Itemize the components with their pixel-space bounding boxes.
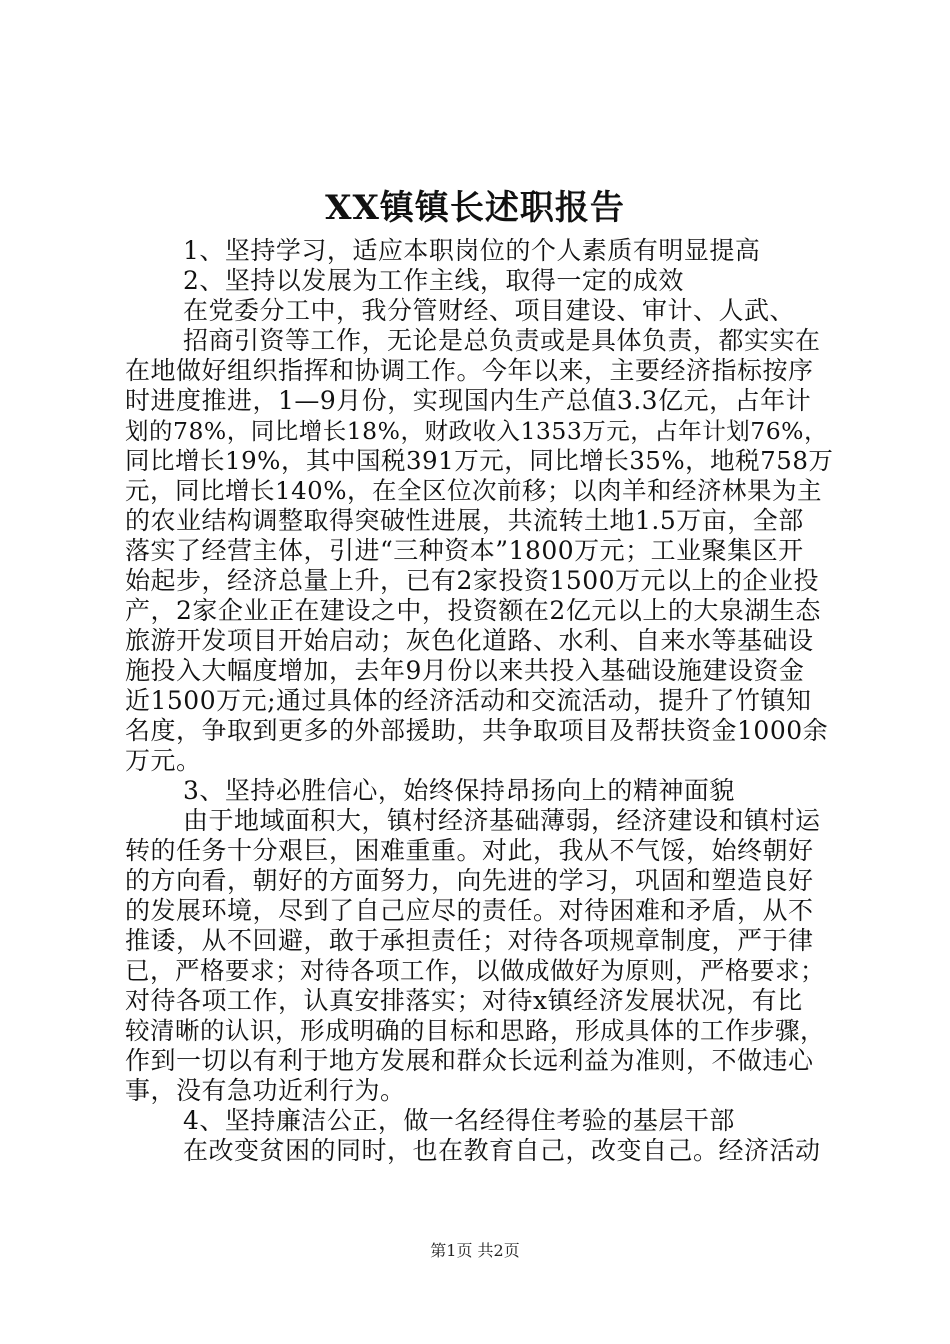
text-line: 始起步，经济总量上升，已有2家投资1500万元以上的企业投: [125, 566, 820, 595]
text-line: 名度，争取到更多的外部援助，共争取项目及帮扶资金1000余: [125, 716, 829, 745]
page-footer: 第1页 共2页: [430, 1241, 520, 1260]
text-line: 元，同比增长140%，在全区位次前移；以肉羊和经济林果为主: [125, 476, 823, 505]
text-line: 产，2家企业正在建设之中，投资额在2亿元以上的大泉湖生态: [125, 596, 821, 625]
text-line: 已，严格要求；对待各项工作，以做成做好为原则，严格要求；: [125, 956, 825, 985]
text-line: 3、坚持必胜信心，始终保持昂扬向上的精神面貌: [183, 776, 735, 805]
text-line: 转的任务十分艰巨，困难重重。对此，我从不气馁，始终朝好: [125, 836, 814, 865]
text-line: 落实了经营主体，引进“三种资本”1800万元；工业聚集区开: [125, 536, 804, 565]
text-line: 作到一切以有利于地方发展和群众长远利益为准则，不做违心: [125, 1046, 814, 1075]
text-line: 推诿，从不回避，敢于承担责任；对待各项规章制度，严于律: [125, 926, 814, 955]
text-line: 划的78%，同比增长18%，财政收入1353万元，占年计划76%，: [125, 417, 829, 445]
text-line: 的发展环境，尽到了自己应尽的责任。对待困难和矛盾，从不: [125, 896, 814, 925]
text-line: 同比增长19%，其中国税391万元，同比增长35%，地税758万: [125, 446, 834, 475]
text-line: 在党委分工中，我分管财经、项目建设、审计、人武、: [183, 296, 796, 325]
text-line: 事，没有急功近利行为。: [125, 1076, 406, 1105]
text-line: 由于地域面积大，镇村经济基础薄弱，经济建设和镇村运: [183, 806, 821, 835]
text-line: 的方向看，朝好的方面努力，向先进的学习，巩固和塑造良好: [125, 866, 814, 895]
text-line: 近1500万元;通过具体的经济活动和交流活动，提升了竹镇知: [125, 686, 812, 715]
text-line: 旅游开发项目开始启动；灰色化道路、水利、自来水等基础设: [125, 626, 814, 655]
text-line: 的农业结构调整取得突破性进展，共流转土地1.5万亩，全部: [125, 506, 804, 535]
text-line: 施投入大幅度增加，去年9月份以来共投入基础设施建设资金: [125, 656, 805, 685]
document-body: [125, 236, 835, 1166]
text-line: 2、坚持以发展为工作主线，取得一定的成效: [183, 266, 684, 295]
text-line: 较清晰的认识，形成明确的目标和思路，形成具体的工作步骤，: [125, 1016, 825, 1045]
document-title: XX镇镇长述职报告: [325, 188, 625, 228]
text-line: 时进度推进，1—9月份，实现国内生产总值3.3亿元，占年计: [125, 386, 812, 415]
text-line: 在改变贫困的同时，也在教育自己，改变自己。经济活动: [183, 1136, 821, 1165]
text-line: 在地做好组织指挥和协调工作。今年以来，主要经济指标按序: [125, 356, 814, 385]
text-line: 万元。: [125, 746, 202, 775]
text-line: 1、坚持学习，适应本职岗位的个人素质有明显提高: [183, 236, 761, 265]
text-line: 招商引资等工作，无论是总负责或是具体负责，都实实在: [183, 326, 821, 355]
text-line: 对待各项工作，认真安排落实；对待x镇经济发展状况，有比: [125, 986, 803, 1015]
text-line: 4、坚持廉洁公正，做一名经得住考验的基层干部: [183, 1106, 735, 1135]
